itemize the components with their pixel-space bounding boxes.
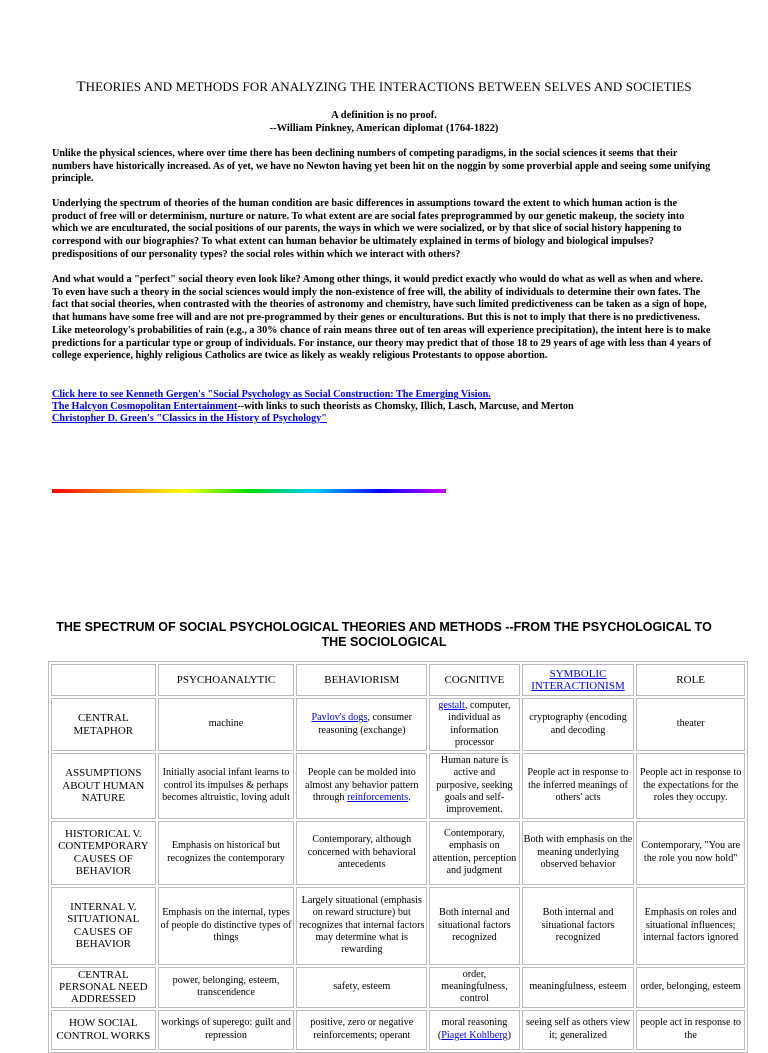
metaphor-cognitive-text: , computer, individual as information processor (448, 700, 511, 748)
cell-internal-behaviorism: Largely situational (emphasis on reward structure) but recognizes that internal factors may determine what is rewarding (296, 887, 427, 965)
pavlovs-dogs-link[interactable]: Pavlov's dogs (311, 712, 368, 724)
halcyon-link[interactable]: The Halcyon Cosmopolitan Entertainment (52, 401, 238, 412)
link-row-gergen (52, 389, 712, 401)
cell-control-behaviorism: positive, zero or negative reinforcements; operant (296, 1010, 427, 1050)
row-label-internal: INTERNAL V. SITUATIONAL CAUSES OF BEHAVIOR (51, 887, 156, 965)
cell-assumptions-cognitive: Human nature is active and purposive, seeking goals and self-improvement. (429, 753, 520, 818)
cell-assumptions-symbolic: People act in response to the inferred meanings of others' acts (522, 753, 635, 818)
green-classics-link[interactable]: Christopher D. Green's "Classics in the History of Psychology" (52, 413, 327, 424)
cell-need-symbolic: meaningfulness, esteem (522, 967, 635, 1008)
cell-internal-cognitive: Both internal and situational factors recognized (429, 887, 520, 965)
header-empty (51, 664, 156, 696)
piaget-kohlberg-link[interactable]: Piaget Kohlberg (441, 1029, 508, 1041)
cell-internal-symbolic: Both internal and situational factors recognized (522, 887, 635, 965)
symbolic-interactionism-link[interactable]: SYMBOLIC INTERACTIONISM (531, 667, 625, 692)
control-cognitive-end: ) (507, 1029, 511, 1041)
row-label-control: HOW SOCIAL CONTROL WORKS (51, 1010, 156, 1050)
cell-historical-cognitive: Contemporary, emphasis on attention, perception and judgment (429, 821, 520, 885)
intro-paragraph-2: Underlying the spectrum of theories of the human condition are basic differences in assumptions toward the extent to which human action is the product of free will or determinism, nurture or nature. To what extent are are social fates preprogrammed by our genetic makeup, the society into which we are enculturated, the social positions of our parents, the ways in which we were socialized, or by that slice of social history happening to correspond with our biographies? To what extent can human behavior be ultimately explained in terms of biology and biological impulses? predispositions of our personality types? the social roles within which we interact with others? (52, 198, 685, 260)
table-row (51, 967, 745, 1008)
gergen-link[interactable]: Click here to see Kenneth Gergen's "Social Psychology as Social Construction: The Emerging Vision. (52, 389, 491, 400)
header-role: ROLE (636, 664, 745, 696)
epigraph-attribution: --William Pinkney, American diplomat (1764-1822) (269, 123, 499, 134)
link-row-green (52, 413, 712, 425)
cell-need-behaviorism: safety, esteem (296, 967, 427, 1008)
cell-metaphor-symbolic: cryptography (encoding and decoding (522, 698, 635, 751)
cell-control-cognitive (429, 1010, 520, 1050)
cell-historical-psychoanalytic: Emphasis on historical but recognizes the contemporary (158, 821, 295, 885)
table-row (51, 887, 745, 965)
header-symbolic-interactionism (522, 664, 635, 696)
cell-historical-role: Contemporary, "You are the role you now hold" (636, 821, 745, 885)
cell-assumptions-psychoanalytic: Initially asocial infant learns to control its impulses & perhaps becomes altruistic, loving adult (158, 753, 295, 818)
header-psychoanalytic: PSYCHOANALYTIC (158, 664, 295, 696)
table-title: THE SPECTRUM OF SOCIAL PSYCHOLOGICAL THEORIES AND METHODS --FROM THE PSYCHOLOGICAL TO THE SOCIOLOGICAL (56, 620, 712, 649)
row-label-need: CENTRAL PERSONAL NEED ADDRESSED (51, 967, 156, 1008)
header-cognitive: COGNITIVE (429, 664, 520, 696)
cell-historical-symbolic: Both with emphasis on the meaning underlying observed behavior (522, 821, 635, 885)
table-row (51, 698, 745, 751)
cell-need-cognitive: order, meaningfulness, control (429, 967, 520, 1008)
control-cognitive-text: moral reasoning ( (437, 1017, 508, 1041)
cell-assumptions-role: People act in response to the expectations for the roles they occupy. (636, 753, 745, 818)
intro-paragraph-1: Unlike the physical sciences, where over time there has been declining numbers of competing paradigms, in the social sciences it seems that their numbers have historically increased. As of yet, we have no Newton having yet been hit on the noggin by some proverbial apple and seeing some unifying principle. (52, 148, 711, 185)
link-row-halcyon (52, 401, 712, 413)
title-rest: HEORIES AND METHODS FOR ANALYZING THE INTERACTIONS BETWEEN SELVES AND SOCIETIES (85, 79, 692, 94)
metaphor-behaviorism-text: , consumer reasoning (exchange) (318, 712, 413, 736)
row-label-assumptions: ASSUMPTIONS ABOUT HUMAN NATURE (51, 753, 156, 818)
reinforcements-link[interactable]: reinforcements (347, 792, 409, 804)
cell-internal-psychoanalytic: Emphasis on the internal, types of people do distinctive types of things (158, 887, 295, 965)
halcyon-suffix: --with links to such theorists as Chomsky, Illich, Lasch, Marcuse, and Merton (237, 401, 574, 412)
cell-control-role: people act in response to the (636, 1010, 745, 1050)
table-header-row (51, 664, 745, 696)
cell-metaphor-role: theater (636, 698, 745, 751)
epigraph-quote: A definition is no proof. (331, 110, 437, 121)
cell-control-psychoanalytic: workings of superego: guilt and repression (158, 1010, 295, 1050)
cell-need-role: order, belonging, esteem (636, 967, 745, 1008)
assumptions-behaviorism-text: People can be molded into almost any behavior pattern through (305, 767, 419, 804)
row-label-central-metaphor: CENTRAL METAPHOR (51, 698, 156, 751)
cell-assumptions-behaviorism (296, 753, 427, 818)
cell-metaphor-psychoanalytic: machine (158, 698, 295, 751)
related-links (52, 389, 712, 425)
cell-need-psychoanalytic: power, belonging, esteem, transcendence (158, 967, 295, 1008)
table-row (51, 821, 745, 885)
theories-table (48, 661, 748, 1053)
cell-metaphor-cognitive (429, 698, 520, 751)
cell-control-symbolic: seeing self as others view it; generalized (522, 1010, 635, 1050)
row-label-historical: HISTORICAL V. CONTEMPORARY CAUSES OF BEHAVIOR (51, 821, 156, 885)
gestalt-link[interactable]: gestalt (438, 700, 465, 711)
cell-historical-behaviorism: Contemporary, although concerned with behavioral antecedents (296, 821, 427, 885)
title-initial: T (76, 79, 86, 95)
table-row (51, 1010, 745, 1050)
table-row (51, 753, 745, 818)
cell-metaphor-behaviorism (296, 698, 427, 751)
header-behaviorism: BEHAVIORISM (296, 664, 427, 696)
assumptions-behaviorism-end: . (408, 792, 411, 804)
cell-internal-role: Emphasis on roles and situational influences; internal factors ignored (636, 887, 745, 965)
epigraph (0, 109, 768, 135)
page-title (0, 79, 768, 95)
intro-paragraph-3: And what would a "perfect" social theory even look like? Among other things, it would predict exactly who would do what as well as when and where. To even have such a theory in the social sciences would imply the non-existence of free will, the ability of individuals to determine their own fates. The fact that social theories, when contrasted with the theories of astronomy and chemistry, have such limited predictiveness can be taken as a sign of hope, that humans have some free will and are not pre-programmed by their genes or enculturations. But this is not to imply that there is no predictiveness. Like meteorology's probabilities of rain (e.g., a 30% chance of rain means three out of ten areas will experience precipitation), the intent here is to make predictions for a particular type or group of individuals. For instance, our theory may predict that of those 18 to 29 years of age with less than 4 years of college experience, highly religious Catholics are twice as likely as weakly religious Protestants to oppose abortion. (52, 274, 712, 362)
rainbow-divider (52, 489, 446, 493)
